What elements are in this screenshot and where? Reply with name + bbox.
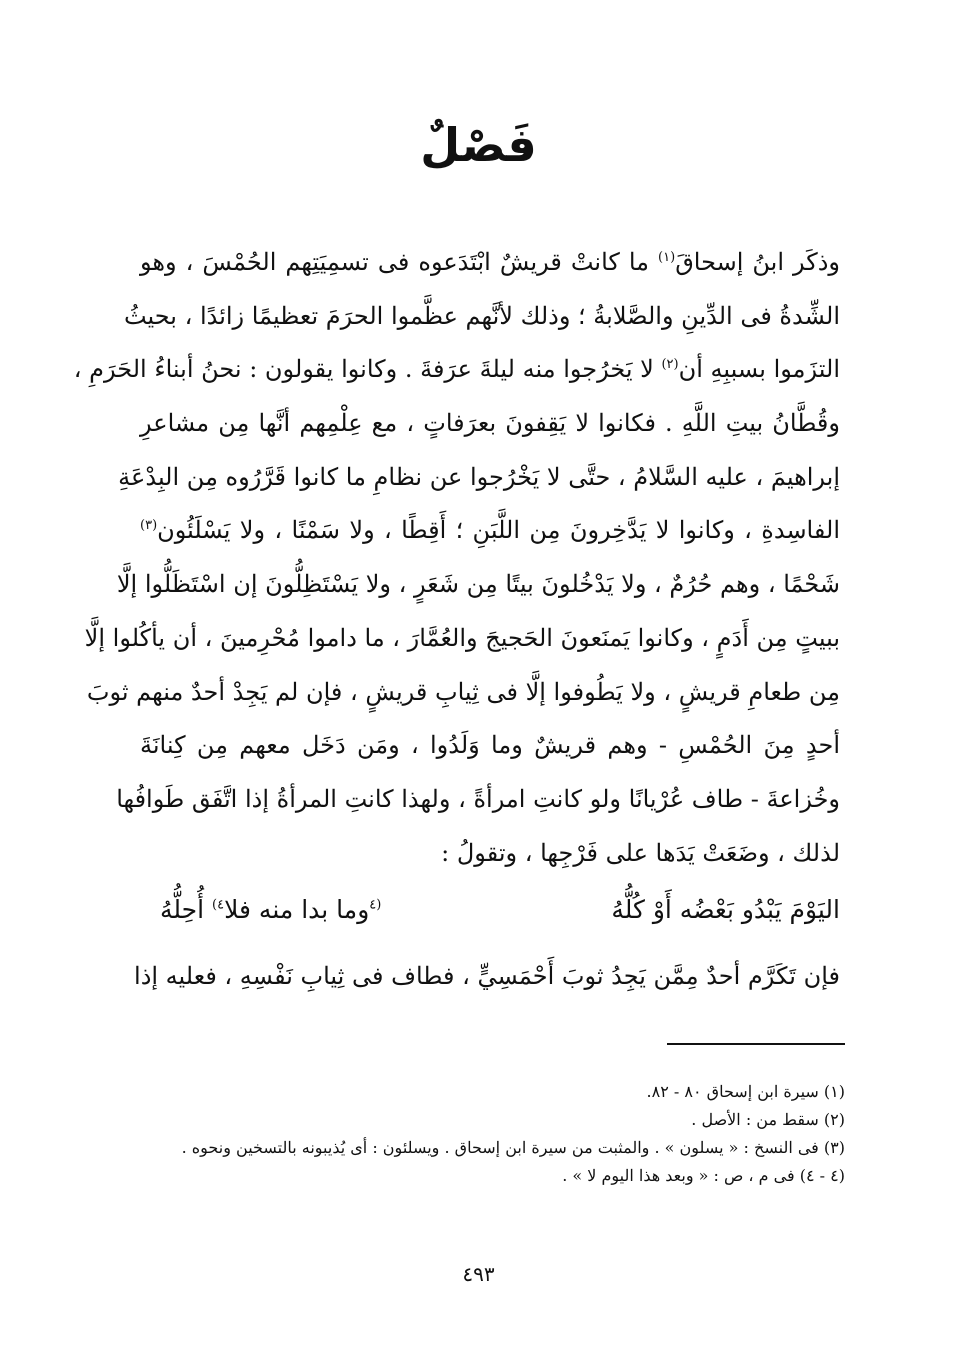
footnote-ref: (١) xyxy=(658,250,676,265)
verse-first-hemistich: اليَوْمَ يَبْدُو بَعْضُه أَوْ كُلُّهُ xyxy=(611,895,840,924)
text-line: لذلك ، وضَعَتْ يَدَها على فَرْجِها ، وتقولُ : xyxy=(441,838,840,867)
text-line: وقُطَّانُ بيتِ اللَّهِ . فكانوا لا يَقِفونَ بعرَفاتٍ ، مع عِلْمِهم أنَّها مِن مشاعرِ xyxy=(140,409,840,438)
main-text xyxy=(73,236,840,880)
text-line: وخُزاعةَ - طاف عُرْيانًا ولو كانتِ امرأةً ، ولهذا كانتِ المرأةُ إذا اتَّفَق طَوافُها xyxy=(116,784,840,813)
text-line: شَحْمًا ، وهم حُرُمٌ ، ولا يَدْخُلونَ بيتًا مِن شَعَرٍ ، ولا يَسْتَظِلُّونَ إن اسْتَظَلُّوا إلَّا xyxy=(116,570,840,599)
text-line: أحدٍ مِنَ الحُمْسِ - وهم قريشٌ وما وَلَدُوا ، ومَن دَخَل معهم مِن كِنانَةَ xyxy=(140,731,840,760)
footnote: (٤ - ٤) فى م ، ص : « وبعد هذا اليوم لا » . xyxy=(562,1166,845,1185)
footnote-ref: ٤) xyxy=(212,897,225,913)
text-line: فإن تَكَرَّم أحدٌ مِمَّن يَجِدُ ثوبَ أَحْمَسِيٍّ ، فطاف فى ثِيابِ نَفْسِهِ ، فعليه إذا xyxy=(134,962,840,990)
footnote-ref: (٣) xyxy=(140,518,158,534)
footnote: (٣) فى النسخ : « يسلون » . والمثبت من سيرة ابن إسحاق . ويسلئون : أى يُذيبونه بالتسخين ونحوه . xyxy=(181,1138,845,1157)
text-line: إبراهيمَ ، عليه السَّلامُ ، حتَّى لا يَخْرُجوا عن نظامِ ما كانوا قَرَّرُوه مِن البِدْعَةِ xyxy=(118,462,840,491)
text-line: ببيتٍ مِن أَدَمٍ ، وكانوا يَمنَعونَ الحَجيجَ والعُمَّارَ ، ما داموا مُحْرِمينَ ، أن يأكُلوا إلَّا xyxy=(84,623,840,652)
text-line: الشِّدةُ فى الدِّينِ والصَّلابةُ ؛ وذلك لأنَّهم عظَّموا الحرَمَ تعظيمًا زائدًا ، بحيثُ xyxy=(123,301,840,330)
text-line: مِن طعامِ قريشٍ ، ولا يَطُوفوا إلَّا فى ثِيابِ قريشٍ ، فإن لم يَجِدْ أحدٌ منهم ثوبَ xyxy=(86,677,840,706)
footnote-ref: (٢) xyxy=(661,357,679,373)
page-number: ٤٩٣ xyxy=(462,1262,495,1286)
footnote: (١) سيرة ابن إسحاق ٨٠ - ٨٢. xyxy=(646,1082,845,1101)
text-line: وذكَر ابنُ إسحاقَ$^{(١)}$ ما كانتْ قريشٌ ابْتَدَعوه فى تسمِيَتِهم الحُمْسَ ، وهو xyxy=(140,248,840,276)
footnote: (٢) سقط من : الأصل . xyxy=(691,1110,845,1129)
chapter-title: فَصْلٌ xyxy=(420,118,537,172)
footnotes xyxy=(115,1078,845,1190)
footnote-ref: (٤ xyxy=(369,897,382,913)
text-line: التزَموا بسببِهِ أن$^{(٢)}$ لا يَخرُجوا منه ليلةَ عرَفةَ . وكانوا يقولون : نحنُ أبناءُ الحَرَمِ ، xyxy=(73,355,840,384)
text-line: الفاسِدةِ ، وكانوا لا يَدَّخِرونَ مِن اللَّبَنِ ؛ أَقِطًا ، ولا سَمْنًا ، ولا يَسْلَئُون$^{(٣)}$ xyxy=(140,516,840,545)
poetry-verse xyxy=(140,880,840,940)
footnote-divider xyxy=(667,1043,845,1045)
verse-second-hemistich: $^{(٤}$وما بدا منه فلا$^{٤)}$ أُحِلُّهُ xyxy=(160,895,382,924)
